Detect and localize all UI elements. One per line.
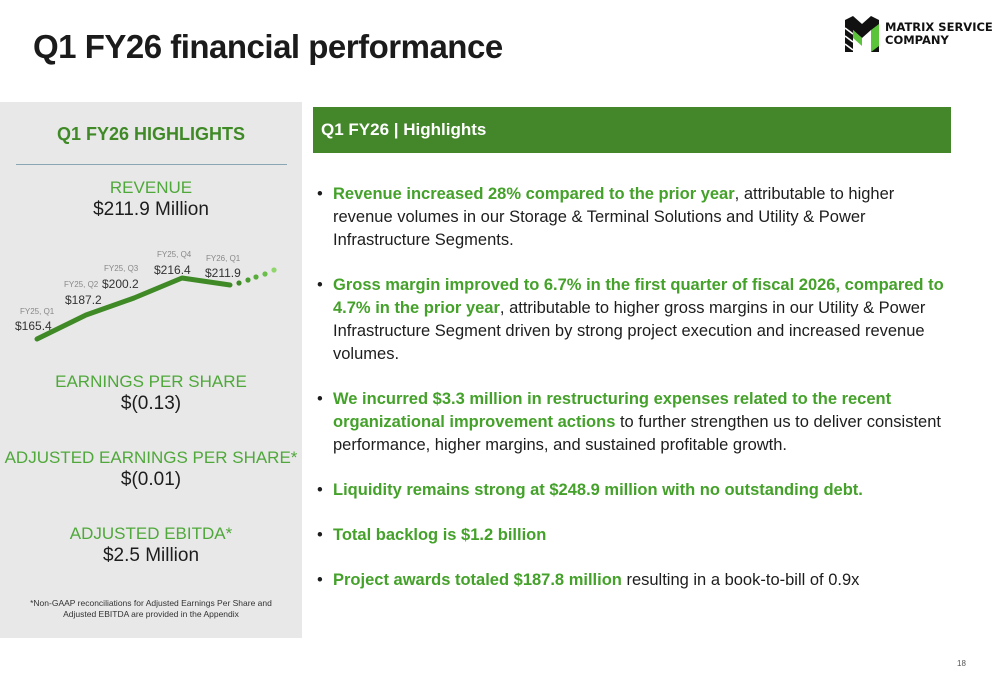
eps-metric [0, 372, 302, 415]
bullet-bold: Gross margin improved to 6.7% in the first quarter of fiscal 2026, compared to 4.7% in the prior year [333, 276, 944, 317]
revenue-label: REVENUE [109, 178, 193, 197]
highlights-panel [0, 102, 302, 638]
revenue-value: $211.9 Million [93, 199, 209, 220]
eps-label: EARNINGS PER SHARE [55, 372, 247, 391]
adjusted-eps-metric [0, 448, 302, 491]
chart-category: FY26, Q1 [206, 254, 241, 263]
chart-value-label: $165.4 [15, 319, 52, 333]
matrix-logo-icon [845, 16, 879, 52]
bullet-bold: Project awards totaled $187.8 million [333, 571, 622, 589]
bullet-text: , attributable to higher gross margins in our Utility & Power Infrastructure Segment driven by strong project execution and increased revenue volumes. [333, 299, 926, 363]
chart-value-label: $200.2 [102, 277, 139, 291]
chart-category: FY25, Q2 [64, 280, 99, 289]
chart-category: FY25, Q4 [157, 250, 192, 259]
divider [16, 164, 287, 165]
bullet-icon: • [317, 390, 323, 408]
page-title: Q1 FY26 financial performance [33, 28, 503, 65]
bullet-text: resulting in a book-to-bill of 0.9x [621, 571, 860, 589]
highlights-heading: Q1 FY26 HIGHLIGHTS [56, 124, 246, 144]
adjusted-eps-label: ADJUSTED EARNINGS PER SHARE* [4, 448, 298, 467]
bullet-icon: • [317, 571, 323, 589]
footnote [0, 598, 302, 620]
chart-value-label: $187.2 [65, 293, 102, 307]
page-number: 18 [957, 659, 966, 668]
bullet-bold: Total backlog is $1.2 billion [333, 526, 547, 544]
highlights-header-band [313, 107, 951, 153]
list-item [315, 569, 955, 592]
bullet-bold: Revenue increased 28% compared to the prior year [333, 185, 735, 203]
list-item [315, 524, 955, 547]
list-item [315, 479, 955, 502]
bullet-icon: • [317, 185, 323, 203]
adjusted-ebitda-value: $2.5 Million [102, 545, 200, 566]
footnote-line: *Non-GAAP reconciliations for Adjusted Earnings Per Share and [30, 598, 272, 608]
chart-value-label: $216.4 [154, 263, 191, 277]
bullet-text: , attributable to higher revenue volumes in our Storage & Terminal Solutions and Utility & Power Infrastructure Segments. [333, 185, 895, 249]
logo-line2: COMPANY [885, 33, 949, 47]
bullet-icon: • [317, 526, 323, 544]
eps-value: $(0.13) [120, 393, 182, 414]
chart-category: FY25, Q3 [104, 264, 139, 273]
list-item [315, 183, 955, 252]
footnote-line: Adjusted EBITDA are provided in the Appendix [63, 609, 239, 619]
list-item [315, 274, 955, 366]
logo-line1: MATRIX SERVICE [885, 20, 993, 34]
bullet-icon: • [317, 276, 323, 294]
bullet-bold: We incurred $3.3 million in restructuring expenses related to the recent organizational improvement actions [333, 390, 892, 431]
adjusted-ebitda-metric [0, 524, 302, 567]
chart-value-label: $211.9 [205, 266, 241, 280]
highlights-list [315, 183, 955, 592]
bullet-bold: Liquidity remains strong at $248.9 million with no outstanding debt. [333, 481, 863, 499]
revenue-line-chart [0, 242, 302, 352]
bullet-icon: • [317, 481, 323, 499]
adjusted-eps-value: $(0.01) [120, 469, 182, 490]
chart-category: FY25, Q1 [20, 307, 55, 316]
revenue-metric [0, 178, 302, 221]
list-item [315, 388, 955, 457]
bullet-text: to further strengthen us to deliver consistent performance, higher margins, and sustained profitable growth. [333, 413, 941, 454]
band-title: Q1 FY26 | Highlights [321, 120, 487, 139]
adjusted-ebitda-label: ADJUSTED EBITDA* [69, 524, 233, 543]
company-logo [845, 16, 993, 52]
